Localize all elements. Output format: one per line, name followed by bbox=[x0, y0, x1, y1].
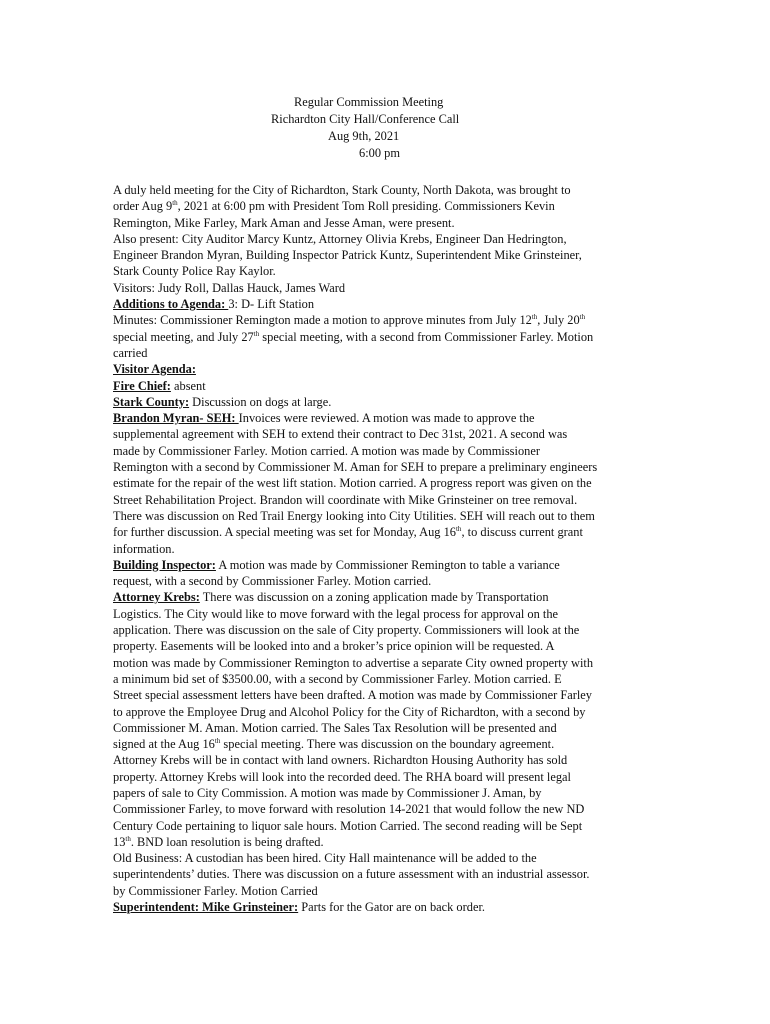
section-label: Visitor Agenda: bbox=[113, 362, 196, 377]
line-text: , 2021 at 6:00 pm with President Tom Roll presiding. Commissioners Kevin bbox=[177, 199, 555, 214]
line-text: Commissioner M. Aman. Motion carried. The Sales Tax Resolution will be presented and bbox=[113, 720, 557, 735]
line-text: to approve the Employee Drug and Alcohol Policy for the City of Richardton, with a second by bbox=[113, 704, 586, 719]
superscript: th bbox=[455, 525, 462, 534]
text-line bbox=[113, 524, 659, 540]
section-label: Brandon Myran- SEH: bbox=[113, 411, 239, 426]
text-line bbox=[113, 459, 659, 475]
line-text: Invoices were reviewed. A motion was made to approve the bbox=[238, 411, 535, 426]
text-line bbox=[113, 589, 659, 605]
text-line bbox=[113, 801, 659, 817]
line-text: a minimum bid set of $3500.00, with a second by Commissioner Farley. Motion carried. E bbox=[113, 671, 562, 686]
line-text: Parts for the Gator are on back order. bbox=[298, 900, 485, 915]
text-line bbox=[113, 671, 659, 687]
text-line bbox=[113, 247, 659, 263]
text-line bbox=[113, 557, 659, 573]
line-text: superintendents’ duties. There was discussion on a future assessment with an industrial assessor. bbox=[113, 867, 590, 882]
line-text: property. Easements will be looked into and a broker’s price opinion will be requested. A bbox=[113, 639, 555, 654]
line-text: papers of sale to City Commission. A motion was made by Commissioner J. Aman, by bbox=[113, 785, 542, 800]
text-line bbox=[113, 736, 659, 752]
meeting-location: Richardton City Hall/Conference Call bbox=[271, 112, 460, 126]
line-text: There was discussion on Red Trail Energy looking into City Utilities. SEH will reach out to them bbox=[113, 508, 595, 523]
superscript: th bbox=[125, 834, 131, 843]
line-text: Commissioner Farley, to move forward with resolution 14-2021 that would follow the new ND bbox=[113, 802, 585, 817]
line-text: special meeting. There was discussion on the boundary agreement. bbox=[220, 737, 555, 752]
line-text: Logistics. The City would like to move forward with the legal process for approval on the bbox=[113, 606, 559, 621]
line-text: A duly held meeting for the City of Richardton, Stark County, North Dakota, was brought to bbox=[113, 183, 571, 197]
text-line bbox=[113, 475, 659, 491]
line-text: Old Business: A custodian has been hired. City Hall maintenance will be added to the bbox=[113, 851, 537, 866]
meeting-time: 6:00 pm bbox=[359, 146, 400, 160]
line-text: by Commissioner Farley. Motion Carried bbox=[113, 883, 318, 898]
superscript: th bbox=[172, 199, 178, 208]
text-line bbox=[113, 850, 659, 866]
text-line bbox=[113, 899, 659, 915]
line-text: Stark County Police Ray Kaylor. bbox=[113, 264, 276, 279]
text-line bbox=[113, 866, 659, 882]
superscript: th bbox=[214, 737, 221, 746]
line-text: 13 bbox=[113, 834, 126, 849]
text-line bbox=[113, 687, 659, 703]
line-text: Remington, Mike Farley, Mark Aman and Jesse Aman, were present. bbox=[113, 215, 455, 230]
line-text: motion was made by Commissioner Remington to advertise a separate City owned property with bbox=[113, 655, 594, 670]
line-text: information. bbox=[113, 541, 175, 556]
text-line bbox=[113, 638, 659, 654]
text-line bbox=[113, 622, 659, 638]
text-line bbox=[113, 198, 659, 214]
line-text: for further discussion. A special meeting was set for Monday, Aug 16 bbox=[113, 525, 456, 540]
line-text: signed at the Aug 16 bbox=[113, 737, 215, 752]
text-line bbox=[113, 785, 659, 801]
text-line bbox=[113, 280, 659, 296]
text-line bbox=[113, 426, 659, 442]
line-text: Century Code pertaining to liquor sale hours. Motion Carried. The second reading will be Sept bbox=[113, 818, 583, 833]
text-line bbox=[113, 752, 659, 768]
line-text: Also present: City Auditor Marcy Kuntz, Attorney Olivia Krebs, Engineer Dan Hedrington, bbox=[113, 231, 567, 246]
text-line bbox=[113, 378, 659, 394]
superscript: th bbox=[531, 313, 538, 322]
text-line bbox=[113, 769, 659, 785]
text-line bbox=[113, 410, 659, 426]
line-text: order Aug 9 bbox=[113, 199, 173, 214]
section-label: Fire Chief: bbox=[113, 378, 171, 393]
line-text: . BND loan resolution is being drafted. bbox=[130, 834, 324, 849]
line-text: estimate for the repair of the west lift station. Motion carried. A progress report was given on the bbox=[113, 476, 592, 491]
minutes-body bbox=[113, 182, 659, 915]
text-line bbox=[113, 606, 659, 622]
superscript: th bbox=[579, 313, 586, 322]
text-line bbox=[113, 655, 659, 671]
line-text: application. There was discussion on the sale of City property. Commissioners will look at the bbox=[113, 623, 580, 638]
line-text: property. Attorney Krebs will look into the recorded deed. The RHA board will present legal bbox=[113, 769, 571, 784]
text-line bbox=[113, 263, 659, 279]
line-text: Street special assessment letters have been drafted. A motion was made by Commissioner Farley bbox=[113, 688, 592, 703]
line-text: Minutes: Commissioner Remington made a motion to approve minutes from July 12 bbox=[113, 313, 532, 328]
line-text: A motion was made by Commissioner Remington to table a variance bbox=[215, 557, 560, 572]
line-text: , July 20 bbox=[537, 313, 580, 328]
text-line bbox=[113, 394, 659, 410]
line-text: absent bbox=[170, 378, 206, 393]
text-line bbox=[113, 312, 659, 328]
line-text: Visitors: Judy Roll, Dallas Hauck, James Ward bbox=[113, 280, 346, 295]
text-line bbox=[113, 361, 659, 377]
section-label: Superintendent: Mike Grinsteiner: bbox=[113, 900, 299, 915]
text-line bbox=[113, 329, 659, 345]
text-line bbox=[113, 541, 659, 557]
text-line bbox=[113, 720, 659, 736]
meeting-date: Aug 9th, 2021 bbox=[328, 129, 400, 143]
line-text: Remington with a second by Commissioner M. Aman for SEH to prepare a preliminary engineers bbox=[113, 460, 598, 475]
line-text: There was discussion on a zoning application made by Transportation bbox=[199, 590, 549, 605]
text-line bbox=[113, 345, 659, 361]
line-text: , to discuss current grant bbox=[461, 525, 583, 540]
section-label: Building Inspector: bbox=[113, 557, 216, 572]
text-line bbox=[113, 231, 659, 247]
superscript: th bbox=[253, 329, 260, 338]
line-text: special meeting, and July 27 bbox=[113, 329, 254, 344]
text-line bbox=[113, 883, 659, 899]
line-text: Discussion on dogs at large. bbox=[189, 394, 332, 409]
text-line bbox=[113, 508, 659, 524]
text-line bbox=[113, 492, 659, 508]
text-line bbox=[113, 296, 659, 312]
text-line bbox=[113, 834, 659, 850]
line-text: special meeting, with a second from Commissioner Farley. Motion bbox=[259, 329, 594, 344]
text-line bbox=[113, 704, 659, 720]
text-line bbox=[113, 182, 659, 198]
line-text: 3: D- Lift Station bbox=[228, 297, 315, 312]
text-line bbox=[113, 443, 659, 459]
line-text: Street Rehabilitation Project. Brandon will coordinate with Mike Grinsteiner on tree removal. bbox=[113, 492, 578, 507]
section-label: Additions to Agenda: bbox=[113, 297, 229, 312]
line-text: made by Commissioner Farley. Motion carried. A motion was made by Commissioner bbox=[113, 443, 540, 458]
text-line bbox=[113, 818, 659, 834]
section-label: Attorney Krebs: bbox=[113, 590, 200, 605]
text-line bbox=[113, 215, 659, 231]
meeting-title: Regular Commission Meeting bbox=[294, 95, 444, 109]
text-line bbox=[113, 573, 659, 589]
line-text: Engineer Brandon Myran, Building Inspector Patrick Kuntz, Superintendent Mike Grinsteiner, bbox=[113, 248, 582, 263]
line-text: supplemental agreement with SEH to extend their contract to Dec 31st, 2021. A second was bbox=[113, 427, 568, 442]
section-label: Stark County: bbox=[113, 394, 190, 409]
line-text: Attorney Krebs will be in contact with land owners. Richardton Housing Authority has sold bbox=[113, 753, 568, 768]
line-text: request, with a second by Commissioner Farley. Motion carried. bbox=[113, 574, 432, 589]
line-text: carried bbox=[113, 345, 148, 360]
